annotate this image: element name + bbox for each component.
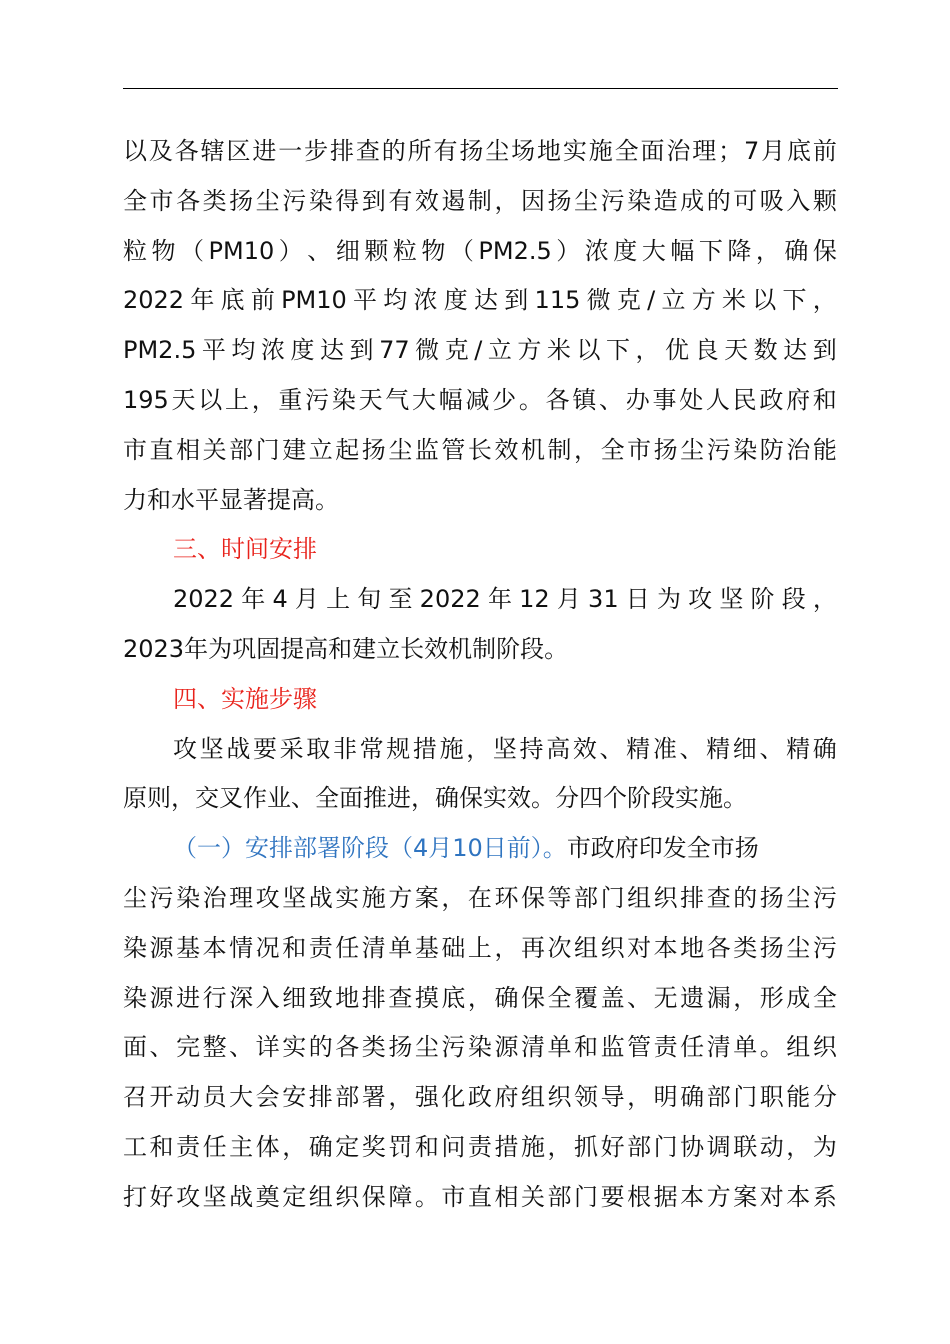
text-line: 市 直 相 关 部 门 建 立 起 扬 尘 监 管 长 效 机 制 ， 全 市 扬 尘 污 染 防 治 能 xyxy=(123,435,837,464)
text-line: 力和水平显著提高。 xyxy=(123,485,339,514)
text-line: 2023年为巩固提高和建立长效机制阶段。 xyxy=(123,634,569,663)
text-line: 以 及 各 辖 区 进 一 步 排 查 的 所 有 扬 尘 场 地 实 施 全 面 治 理 ； 7 月 底 前 xyxy=(123,137,837,165)
text-line: 工 和 责 任 主 体 ， 确 定 奖 罚 和 问 责 措 施 ， 抓 好 部 门 协 调 联 动 ， 为 xyxy=(123,1132,837,1161)
text-segment: 市政府印发全市扬 xyxy=(566,834,759,863)
text-line: 攻 坚 战 要 采 取 非 常 规 措 施 ， 坚 持 高 效 、 精 准 、 精 细 、 精 确 xyxy=(173,734,837,763)
text-line: 染 源 进 行 深 入 细 致 地 排 查 摸 底 ， 确 保 全 覆 盖 、 无 遗 漏 ， 形 成 全 xyxy=(123,983,837,1012)
document-body xyxy=(123,127,837,1223)
header-rule xyxy=(123,88,838,89)
text-line: 全 市 各 类 扬 尘 污 染 得 到 有 效 遏 制 ， 因 扬 尘 污 染 造 成 的 可 吸 入 颗 xyxy=(123,186,837,215)
text-line: 2022 年 4 月 上 旬 至 2022 年 12 月 31 日 为 攻 坚 阶 段 ， xyxy=(173,585,837,614)
text-line: PM2.5 平 均 浓 度 达 到 77 微 克 / 立 方 米 以 下 ， 优 良 天 数 达 到 xyxy=(123,336,837,365)
text-line-with-subheading xyxy=(123,824,837,874)
text-line: 尘 污 染 治 理 攻 坚 战 实 施 方 案 ， 在 环 保 等 部 门 组 织 排 查 的 扬 尘 污 xyxy=(123,883,837,912)
text-line: 粒 物 （ PM10 ） 、 细 颗 粒 物 （ PM2.5 ） 浓 度 大 幅 下 降 ， 确 保 xyxy=(123,236,837,265)
text-line: 原则，交叉作业、全面推进，确保实效。分四个阶段实施。 xyxy=(123,784,747,813)
section-heading-steps: 四、实施步骤 xyxy=(173,684,317,713)
text-line: 面 、 完 整 、 详 实 的 各 类 扬 尘 污 染 源 清 单 和 监 管 责 任 清 单 。 组 织 xyxy=(123,1033,837,1062)
section-heading-schedule: 三、时间安排 xyxy=(173,535,317,564)
text-line: 染 源 基 本 情 况 和 责 任 清 单 基 础 上 ， 再 次 组 织 对 本 地 各 类 扬 尘 污 xyxy=(123,933,837,962)
subheading-deployment-stage: （一）安排部署阶段（4月10日前）。 xyxy=(173,834,567,863)
text-line: 2022 年 底 前 PM10 平 均 浓 度 达 到 115 微 克 / 立 方 米 以 下 ， xyxy=(123,286,837,315)
text-line: 打 好 攻 坚 战 奠 定 组 织 保 障 。 市 直 相 关 部 门 要 根 据 本 方 案 对 本 系 xyxy=(123,1182,837,1211)
text-line: 召 开 动 员 大 会 安 排 部 署 ， 强 化 政 府 组 织 领 导 ， 明 确 部 门 职 能 分 xyxy=(123,1083,837,1112)
text-line: 195 天 以 上 ， 重 污 染 天 气 大 幅 减 少 。 各 镇 、 办 事 处 人 民 政 府 和 xyxy=(123,385,837,414)
